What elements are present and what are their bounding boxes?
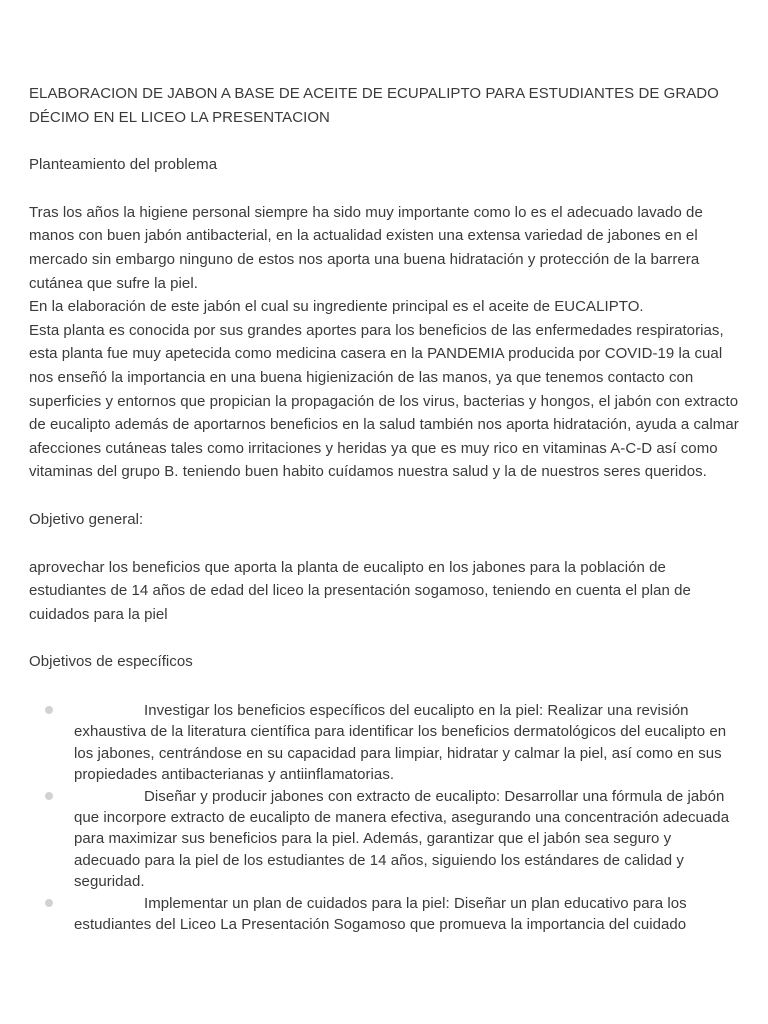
specific-objectives-list	[29, 700, 741, 935]
spacer	[29, 484, 741, 508]
general-objective-heading: Objetivo general:	[29, 510, 144, 528]
spacer	[29, 626, 741, 650]
problem-paragraph-2: En la elaboración de este jabón el cual su ingrediente principal es el aceite de EUCALIPTO.	[29, 298, 644, 316]
bullet-icon	[45, 899, 53, 907]
list-item-text: Implementar un plan de cuidados para la piel: Diseñar un plan educativo para los estudiantes del Liceo La Presentación Sogamoso que promueva la importancia del cuidado	[74, 894, 687, 933]
spacer	[29, 129, 741, 153]
list-item-text: Investigar los beneficios específicos del eucalipto en la piel: Realizar una revisión exhaustiva de la literatura científica para identificar los beneficios dermatológicos del eucalipto en los jabones, centrándose en su capacidad para limpiar, hidratar y calmar la piel, así como en sus propiedades antibacterianas y antiinflamatorias.	[74, 701, 727, 784]
problem-heading: Planteamiento del problema	[29, 156, 218, 174]
problem-paragraph-3: Esta planta es conocida por sus grandes aportes para los beneficios de las enfermedades respiratorias, esta planta fue muy apetecida como medicina casera en la PANDEMIA producida por COVID-19 la cual nos enseñó la importancia en una buena higienización de las manos, ya que tenemos contacto con superficies y entornos que propician la propagación de los virus, bacterias y hongos, el jabón con extracto de eucalipto además de aportarnos beneficios en la salud también nos aporta hidratación, ayuda a calmar afecciones cutáneas tales como irritaciones y heridas ya que es muy rico en vitaminas A-C-D así como vitaminas del grupo B. teniendo buen habito cuídamos nuestra salud y la de nuestros seres queridos.	[29, 321, 739, 481]
bullet-icon	[45, 792, 53, 800]
bullet-icon	[45, 706, 53, 714]
list-item-text: Diseñar y producir jabones con extracto de eucalipto: Desarrollar una fórmula de jabón que incorpore extracto de eucalipto de manera efectiva, asegurando una concentración adecuada para maximizar sus beneficios para la piel. Además, garantizar que el jabón sea seguro y adecuado para la piel de los estudiantes de 14 años, siguiendo los estándares de calidad y seguridad.	[74, 787, 730, 891]
list-item	[29, 786, 741, 893]
list-item	[29, 893, 741, 936]
document-page	[29, 82, 741, 935]
list-item	[29, 700, 741, 786]
spacer	[29, 532, 741, 556]
specific-objectives-heading: Objetivos de específicos	[29, 653, 193, 671]
spacer	[29, 177, 741, 201]
spacer	[29, 674, 741, 700]
document-title: ELABORACION DE JABON A BASE DE ACEITE DE ECUPALIPTO PARA ESTUDIANTES DE GRADO DÉCIMO EN EL LICEO LA PRESENTACION	[29, 85, 719, 126]
problem-paragraph-1: Tras los años la higiene personal siempre ha sido muy importante como lo es el adecuado lavado de manos con buen jabón antibacterial, en la actualidad existen una extensa variedad de jabones en el mercado sin embargo ninguno de estos nos aporta una buena hidratación y protección de la barrera cutánea que sufre la piel.	[29, 203, 703, 292]
general-objective-text: aprovechar los beneficios que aporta la planta de eucalipto en los jabones para la población de estudiantes de 14 años de edad del liceo la presentación sogamoso, teniendo en cuenta el plan de cuidados para la piel	[29, 558, 691, 623]
